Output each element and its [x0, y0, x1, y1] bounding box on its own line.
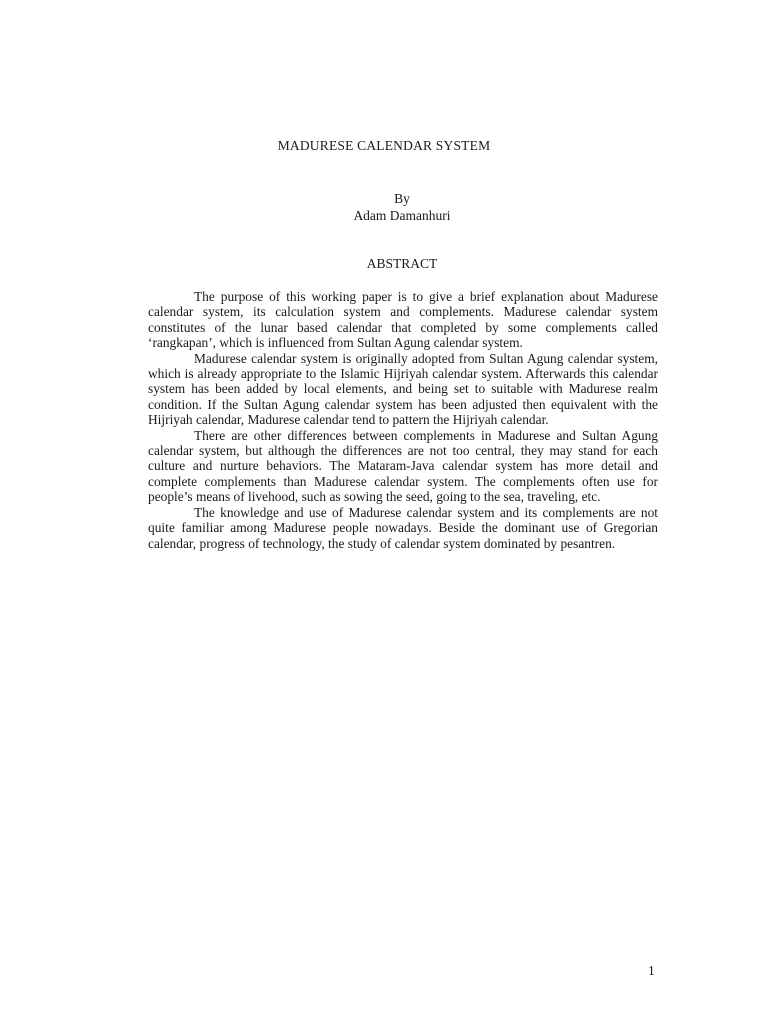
abstract-heading: ABSTRACT [366, 256, 438, 271]
abstract-body [148, 289, 658, 551]
page-number: 1 [648, 963, 655, 978]
abstract-paragraph: The knowledge and use of Madurese calendar system and its complements are not quite familiar among Madurese people nowadays. Beside the dominant use of Gregorian calendar, progress of technology, the study of calendar system dominated by pesantren. [148, 504, 658, 551]
abstract-paragraph: The purpose of this working paper is to give a brief explanation about Madurese calendar system, its calculation system and complements. Madurese calendar system constitutes of the lunar based calendar that completed by some complements called ‘rangkapan’, which is influenced from Sultan Agung calendar system. [148, 289, 658, 351]
by-label: By [394, 191, 410, 206]
abstract-paragraph: Madurese calendar system is originally adopted from Sultan Agung calendar system, which is already appropriate to the Islamic Hijriyah calendar system. Afterwards this calendar system has been added by local elements, and being set to suitable with Madurese realm condition. If the Sultan Agung calendar system has been adjusted then equivalent with the Hijriyah calendar, Madurese calendar tend to pattern the Hijriyah calendar. [148, 350, 658, 428]
document-title: MADURESE CALENDAR SYSTEM [277, 138, 491, 153]
abstract-paragraph: There are other differences between complements in Madurese and Sultan Agung calendar system, but although the differences are not too central, they may stand for each culture and nurture behaviors. The Mataram-Java calendar system has more detail and complete complements than Madurese calendar system. The complements often use for people’s means of livehood, such as sowing the seed, going to the sea, traveling, etc. [148, 427, 658, 505]
byline [0, 190, 768, 224]
author-name: Adam Damanhuri [353, 208, 451, 223]
